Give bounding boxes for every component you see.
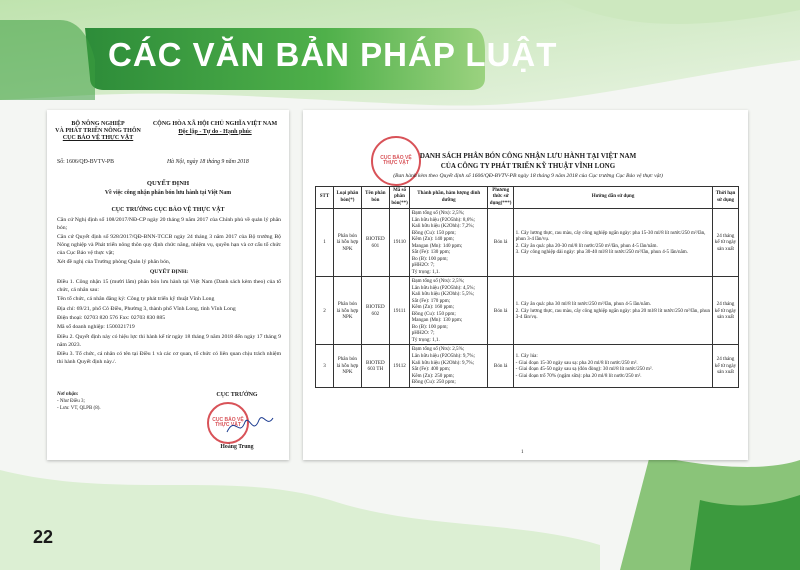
decision-title: QUYẾT ĐỊNH [146, 180, 190, 187]
signer-title: CỤC TRƯỞNG [216, 392, 258, 398]
fertilizer-type: Phân bón lá hỗn hợp NPK [333, 345, 361, 387]
article-paragraph: Địa chỉ: 69/21, phố Cô Điều, Phường 3, thành phố Vĩnh Long, tỉnh Vĩnh Long [57, 305, 236, 312]
application-method: Bón lá [488, 209, 514, 277]
ingredient: Mangan (Mn): 140 ppm; [411, 242, 463, 249]
row-number: 3 [316, 345, 334, 387]
decision-subtitle: Về việc công nhận phân bón lưu hành tại Việt Nam [104, 190, 232, 196]
list-title-company: CỦA CÔNG TY PHÁT TRIỂN KỸ THUẬT VĨNH LONG [440, 162, 616, 170]
list-title: DANH SÁCH PHÂN BÓN CÔNG NHẬN LƯU HÀNH TẠI VIỆT NAM [419, 152, 637, 160]
article-paragraph: Điều 1. Công nhận 15 (mười lăm) phân bón lưu hành tại Việt Nam (Danh sách kèm theo) của tổ chức, cá nhân sau: [57, 279, 281, 293]
ingredient: Kali hữu hiệu (K2Ohh): 7,2%; [411, 223, 475, 230]
ingredient: Kẽm (Zn): 140 ppm; [411, 236, 455, 243]
ingredient: Bo (B): 100 ppm; [411, 323, 448, 330]
ingredient: Đồng (Cu): 150 ppm; [411, 229, 456, 236]
recipients [57, 392, 101, 412]
article-paragraph: Mã số doanh nghiệp: 1500321719 [57, 324, 135, 331]
ingredient: Đạm tổng số (Nts): 2,5%; [411, 210, 465, 217]
shelf-life: 24 tháng kể từ ngày sản xuất [713, 209, 739, 277]
usage-line: 3. Cây công nghiệp dài ngày: pha 30-40 ml/8 lít nước/250 m²/lần, phun 4-5 lần/năm. [515, 249, 688, 256]
ingredient: Lân hữu hiệu (P2O5hh): 9,7%; [411, 353, 475, 359]
list-page-number: 1 [521, 450, 524, 455]
usage-line: 1. Cây lương thực, rau màu, cây công nghiệp ngắn ngày: pha 15-30 ml/8 lít nước/250 m²/lần, phun 3-4 lần/vụ. [515, 229, 706, 243]
official-stamp: CỤC BẢO VỆ THỰC VẬT [371, 136, 421, 186]
usage-line: - Giai đoạn 15-30 ngày sau sạ: pha 20 ml/8 lít nước/250 m². [515, 359, 638, 366]
ingredient: Đạm tổng số (Nts): 2,5%; [411, 278, 465, 285]
fertilizer-type: Phân bón lá hỗn hợp NPK [333, 209, 361, 277]
column-header: Thời hạn sử dụng [713, 187, 739, 209]
fertilizer-name: BIOTED 601 [361, 209, 389, 277]
column-header: Tên phân bón [361, 187, 389, 209]
ministry-line: BỘ NÔNG NGHIỆP [71, 121, 125, 127]
state-header [145, 121, 285, 136]
table-header-row [316, 187, 739, 209]
usage-cell [514, 345, 713, 387]
signer-name: Hoàng Trung [220, 444, 254, 450]
ingredient: Sắt (Fe): 400 ppm; [411, 366, 451, 373]
motto-line: Độc lập - Tự do - Hạnh phúc [178, 128, 252, 135]
usage-line: - Giai đoạn trổ 70% (ngậm sữa): pha 20 ml/8 lít nước/250 m². [515, 372, 642, 379]
column-header: Thành phần, hàm lượng dinh dưỡng [410, 187, 488, 209]
fertilizer-name: BIOTED 602 [361, 277, 389, 345]
ingredient: Sắt (Fe): 130 ppm; [411, 249, 451, 256]
usage-line: 1. Cây lúa: [515, 353, 538, 359]
fertilizer-table [315, 186, 739, 388]
list-subtitle: (Ban hành kèm theo Quyết định số 1606/QĐ-BVTV-PB ngày 18 tháng 9 năm 2018 của Cục trưởng Cục Bảo vệ thực vật) [393, 173, 663, 179]
signature-icon [225, 410, 275, 440]
recipients-label: Nơi nhận: [57, 392, 79, 397]
column-header: Mã số phân bón(**) [389, 187, 409, 209]
official-stamp: CỤC BẢO VỆ THỰC VẬT [207, 402, 249, 444]
fertilizer-code: 19112 [389, 345, 409, 387]
ingredient: Lân hữu hiệu (P2O5hh): 8,6%; [411, 216, 475, 223]
ingredients-cell [410, 209, 488, 277]
document-date: Hà Nội, ngày 18 tháng 9 năm 2018 [167, 159, 249, 165]
ingredient: Kẽm (Zn): 250 ppm; [411, 372, 455, 379]
section-title: CÁC VĂN BẢN PHÁP LUẬT [108, 36, 558, 73]
ingredient: Tỷ trọng: 1,1. [411, 268, 440, 275]
usage-cell [514, 277, 713, 345]
article-paragraph: Tên tổ chức, cá nhân đăng ký: Công ty phát triển kỹ thuật Vĩnh Long [57, 296, 215, 303]
legal-basis-paragraph: Căn cứ Nghị định số 108/2017/NĐ-CP ngày 20 tháng 9 năm 2017 của Chính phủ về quản lý phân bón; [57, 217, 281, 231]
usage-cell [514, 209, 713, 277]
ingredient: Lân hữu hiệu (P2O5hh): 4,5%; [411, 284, 475, 291]
usage-line: 1. Cây ăn quả: pha 30 ml/8 lít nước/250 m²/lần, phun 4-5 lần/năm. [515, 301, 651, 308]
ingredient: Đồng (Cu): 150 ppm; [411, 310, 456, 317]
ingredient: Bo (B): 100 ppm; [411, 255, 448, 262]
decision-document [47, 110, 289, 460]
usage-line: - Giai đoạn 45-50 ngày sau sạ (đón đòng): 30 ml/8 lít nước/250 m². [515, 366, 653, 373]
document-number: Số: 1606/QĐ-BVTV-PB [57, 159, 114, 165]
fertilizer-list-document [303, 110, 748, 460]
application-method: Bón lá [488, 345, 514, 387]
fertilizer-name: BIOTED 603 TH [361, 345, 389, 387]
row-number: 1 [316, 209, 334, 277]
article-paragraph: Điều 2. Quyết định này có hiệu lực thi hành kể từ ngày 18 tháng 9 năm 2018 đến ngày 17 tháng 9 năm 2023. [57, 333, 281, 348]
recipient-item: - Như Điều 3; [57, 398, 85, 404]
fertilizer-code: 19111 [389, 277, 409, 345]
ministry-line: VÀ PHÁT TRIỂN NÔNG THÔN [55, 128, 141, 135]
table-row [316, 345, 739, 387]
article-paragraph: Điện thoại: 02703 820 576 Fax: 02703 830 885 [57, 314, 166, 321]
table-row [316, 277, 739, 345]
ingredients-cell [410, 345, 488, 387]
column-header: Hướng dẫn sử dụng [514, 187, 713, 209]
decision-body [57, 217, 281, 368]
ingredient: Mangan (Mn): 130 ppm; [411, 317, 463, 324]
nation-line: CỘNG HÒA XÃ HỘI CHỦ NGHĨA VIỆT NAM [152, 121, 278, 127]
page-number: 22 [33, 527, 54, 547]
ingredients-cell [410, 277, 488, 345]
ingredient: pHH2O: 7; [411, 330, 435, 337]
ministry-header [55, 121, 141, 143]
application-method: Bón lá [488, 277, 514, 345]
ingredient: Đồng (Cu): 250 ppm; [411, 379, 456, 386]
usage-line: 2. Cây lương thực, rau màu, cây công nghiệp ngắn ngày: pha 20 ml/8 lít nước/250 m²/lần, phun 3-4 lần/vụ. [515, 307, 711, 321]
fertilizer-code: 19110 [389, 209, 409, 277]
column-header: Loại phân bón(*) [333, 187, 361, 209]
recipient-item: - Lưu: VT, QLPB (8). [57, 405, 101, 411]
column-header: STT [316, 187, 334, 209]
decides-heading: QUYẾT ĐỊNH: [149, 269, 189, 276]
ingredient: Kali hữu hiệu (K2Ohh): 9,7%; [411, 359, 475, 366]
shelf-life: 24 tháng kể từ ngày sản xuất [713, 345, 739, 387]
article-paragraph: Điều 3. Tổ chức, cá nhân có tên tại Điều 1 và các cơ quan, tổ chức có liên quan chịu trách nhiệm thi hành Quyết định này./. [57, 350, 281, 365]
usage-line: 2. Cây ăn quả: pha 20-30 ml/8 lít nước/250 m²/lần, phun 4-5 lần/năm. [515, 242, 658, 249]
ingredient: Tỷ trọng: 1,1. [411, 336, 440, 343]
ingredient: Kali hữu hiệu (K2Ohh): 5,5%; [411, 291, 475, 298]
table-row [316, 209, 739, 277]
fertilizer-type: Phân bón lá hỗn hợp NPK [333, 277, 361, 345]
column-header: Phương thức sử dụng(***) [488, 187, 514, 209]
legal-basis-paragraph: Xét đề nghị của Trưởng phòng Quản lý phân bón, [57, 259, 171, 266]
ingredient: pHH2O: 7; [411, 262, 435, 269]
ingredient: Kẽm (Zn): 160 ppm; [411, 304, 455, 311]
shelf-life: 24 tháng kể từ ngày sản xuất [713, 277, 739, 345]
row-number: 2 [316, 277, 334, 345]
issuing-authority: CỤC TRƯỞNG CỤC BẢO VỆ THỰC VẬT [111, 207, 225, 213]
ingredient: Đạm tổng số (Nts): 2,5%; [411, 346, 465, 353]
ingredient: Sắt (Fe): 170 ppm; [411, 297, 451, 304]
department-line: CỤC BẢO VỆ THỰC VẬT [62, 135, 134, 142]
legal-basis-paragraph: Căn cứ Quyết định số 928/2017/QĐ-BNN-TCCB ngày 24 tháng 3 năm 2017 của Bộ trưởng Bộ Nông nghiệp và Phát triển nông thôn quy định chức năng, nhiệm vụ, quyền hạn và cơ cấu tổ chức của Cục Bảo vệ thực vật; [57, 234, 281, 256]
